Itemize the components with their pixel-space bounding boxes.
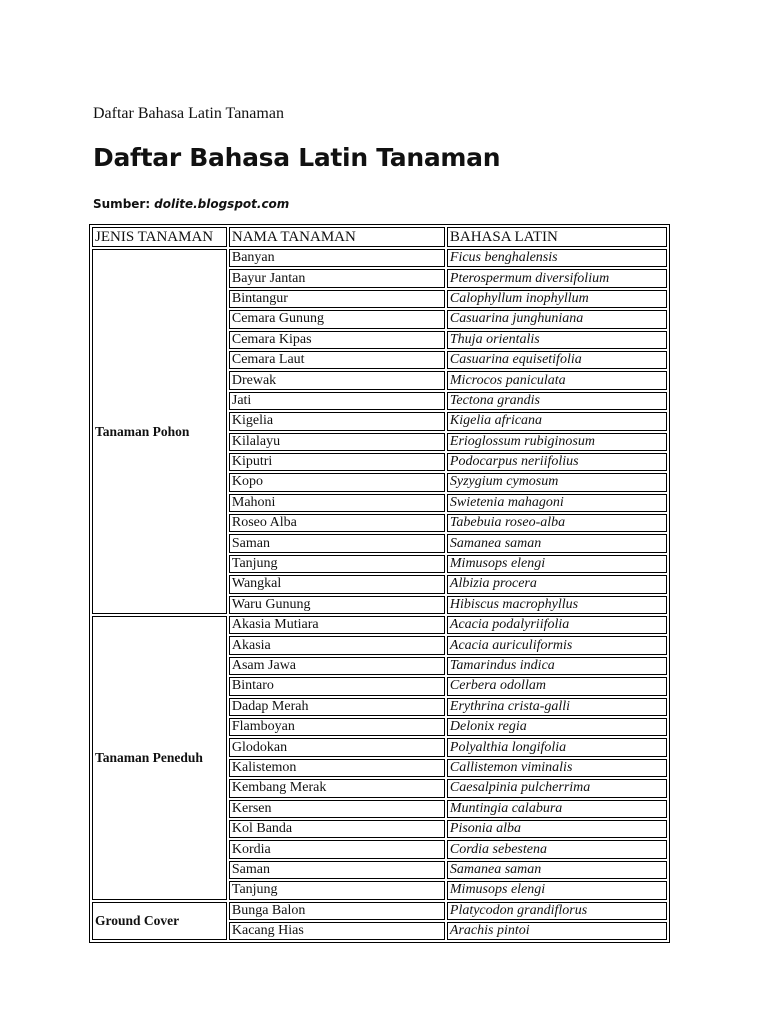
header-bahasa-latin: BAHASA LATIN (447, 227, 667, 247)
latin-name-cell: Calophyllum inophyllum (447, 290, 667, 308)
latin-name-cell: Muntingia calabura (447, 800, 667, 818)
plant-name-cell: Bunga Balon (229, 902, 445, 920)
plant-name-cell: Mahoni (229, 494, 445, 512)
latin-name-cell: Mimusops elengi (447, 881, 667, 899)
plant-table (89, 224, 670, 943)
table-row (92, 249, 667, 267)
plant-name-cell: Kilalayu (229, 433, 445, 451)
source-label: Sumber: (93, 197, 151, 211)
latin-name-cell: Tabebuia roseo-alba (447, 514, 667, 532)
latin-name-cell: Erioglossum rubiginosum (447, 433, 667, 451)
plant-name-cell: Drewak (229, 371, 445, 389)
plant-name-cell: Dadap Merah (229, 698, 445, 716)
latin-name-cell: Samanea saman (447, 534, 667, 552)
category-cell: Tanaman Pohon (92, 249, 227, 614)
plant-name-cell: Cemara Kipas (229, 331, 445, 349)
latin-name-cell: Kigelia africana (447, 412, 667, 430)
plant-name-cell: Kalistemon (229, 759, 445, 777)
latin-name-cell: Hibiscus macrophyllus (447, 596, 667, 614)
plant-name-cell: Flamboyan (229, 718, 445, 736)
latin-name-cell: Arachis pintoi (447, 922, 667, 940)
plant-name-cell: Tanjung (229, 881, 445, 899)
latin-name-cell: Podocarpus neriifolius (447, 453, 667, 471)
latin-name-cell: Casuarina junghuniana (447, 310, 667, 328)
source-line (93, 195, 289, 213)
plant-name-cell: Roseo Alba (229, 514, 445, 532)
plant-name-cell: Wangkal (229, 575, 445, 593)
latin-name-cell: Erythrina crista-galli (447, 698, 667, 716)
plant-name-cell: Asam Jawa (229, 657, 445, 675)
plant-name-cell: Kordia (229, 840, 445, 858)
latin-name-cell: Cerbera odollam (447, 677, 667, 695)
latin-name-cell: Delonix regia (447, 718, 667, 736)
page-title: Daftar Bahasa Latin Tanaman (93, 143, 501, 172)
plant-name-cell: Cemara Gunung (229, 310, 445, 328)
plant-name-cell: Kopo (229, 473, 445, 491)
plant-name-cell: Kigelia (229, 412, 445, 430)
plant-name-cell: Banyan (229, 249, 445, 267)
latin-name-cell: Samanea saman (447, 861, 667, 879)
latin-name-cell: Polyalthia longifolia (447, 738, 667, 756)
plant-name-cell: Bintangur (229, 290, 445, 308)
latin-name-cell: Mimusops elengi (447, 555, 667, 573)
latin-name-cell: Thuja orientalis (447, 331, 667, 349)
latin-name-cell: Cordia sebestena (447, 840, 667, 858)
latin-name-cell: Casuarina equisetifolia (447, 351, 667, 369)
plant-name-cell: Kembang Merak (229, 779, 445, 797)
table-row (92, 616, 667, 634)
plant-name-cell: Bayur Jantan (229, 269, 445, 287)
latin-name-cell: Callistemon viminalis (447, 759, 667, 777)
plant-name-cell: Saman (229, 861, 445, 879)
header-jenis-tanaman: JENIS TANAMAN (92, 227, 227, 247)
latin-name-cell: Swietenia mahagoni (447, 494, 667, 512)
latin-name-cell: Ficus benghalensis (447, 249, 667, 267)
plant-name-cell: Tanjung (229, 555, 445, 573)
latin-name-cell: Microcos paniculata (447, 371, 667, 389)
source-link[interactable]: dolite.blogspot.com (154, 197, 290, 211)
header-nama-tanaman: NAMA TANAMAN (229, 227, 445, 247)
category-cell: Ground Cover (92, 902, 227, 941)
category-cell: Tanaman Peneduh (92, 616, 227, 899)
plant-name-cell: Kersen (229, 800, 445, 818)
plant-name-cell: Glodokan (229, 738, 445, 756)
plant-name-cell: Cemara Laut (229, 351, 445, 369)
table-row (92, 902, 667, 920)
latin-name-cell: Caesalpinia pulcherrima (447, 779, 667, 797)
latin-name-cell: Acacia auriculiformis (447, 636, 667, 654)
latin-name-cell: Tectona grandis (447, 392, 667, 410)
table-body (92, 249, 667, 940)
plant-name-cell: Bintaro (229, 677, 445, 695)
latin-name-cell: Albizia procera (447, 575, 667, 593)
plant-name-cell: Akasia (229, 636, 445, 654)
plant-name-cell: Saman (229, 534, 445, 552)
plant-name-cell: Kol Banda (229, 820, 445, 838)
latin-name-cell: Tamarindus indica (447, 657, 667, 675)
plant-name-cell: Kacang Hias (229, 922, 445, 940)
plant-name-cell: Waru Gunung (229, 596, 445, 614)
latin-name-cell: Syzygium cymosum (447, 473, 667, 491)
latin-name-cell: Pisonia alba (447, 820, 667, 838)
latin-name-cell: Acacia podalyriifolia (447, 616, 667, 634)
latin-name-cell: Platycodon grandiflorus (447, 902, 667, 920)
plant-name-cell: Kiputri (229, 453, 445, 471)
latin-name-cell: Pterospermum diversifolium (447, 269, 667, 287)
document-header-title: Daftar Bahasa Latin Tanaman (93, 105, 284, 122)
table-header-row (92, 227, 667, 247)
plant-name-cell: Jati (229, 392, 445, 410)
plant-name-cell: Akasia Mutiara (229, 616, 445, 634)
